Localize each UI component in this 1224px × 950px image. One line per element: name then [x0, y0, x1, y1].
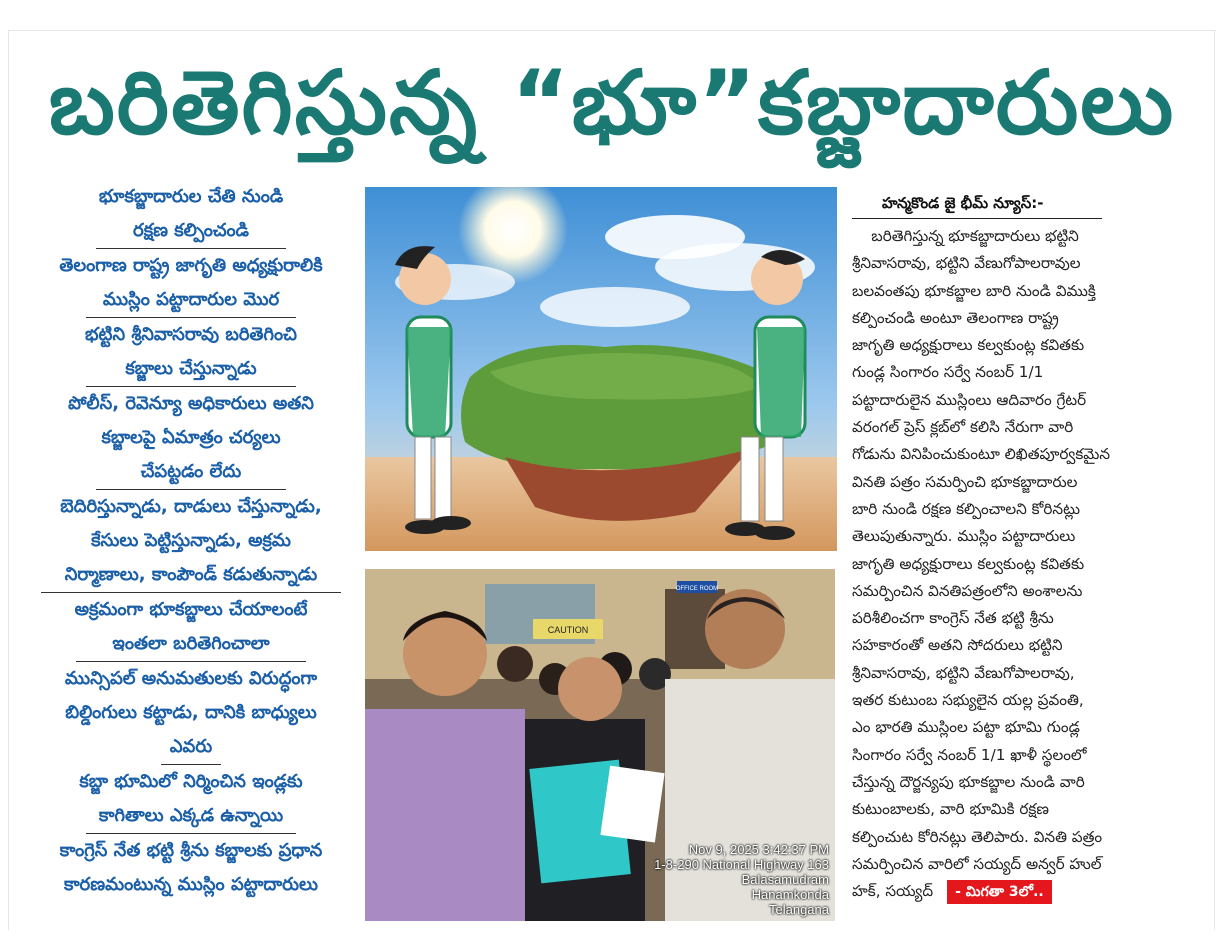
byline-divider	[852, 218, 1102, 219]
article-last-text: హక్, సయ్యద్	[852, 882, 934, 901]
article-line: బరితెగిస్తున్న భూకబ్జాదారులు భట్టిని	[852, 227, 1079, 245]
article-line: శ్రీనివాసరావు, భట్టిని వేణుగోపాలరావుల	[852, 254, 1081, 273]
highlight-item	[32, 249, 350, 317]
highlight-line: పోలీస్, రెవెన్యూ అధికారులు అతని	[68, 393, 314, 414]
highlight-line: అక్రమంగా భూకబ్జాలు చేయాలంటే	[74, 599, 308, 620]
article-line: గోడును వినిపించుకుంటూ లిఖితపూర్వకమైన	[852, 445, 1111, 464]
highlight-item	[32, 387, 350, 489]
highlight-line: మున్సిపల్ అనుమతులకు విరుద్ధంగా	[64, 668, 318, 689]
article-line	[852, 878, 1202, 905]
article-line: సహకారంతో అతని సోదరులు భట్టిని	[852, 636, 1063, 655]
photo-stamp-line: Nov 9, 2025 3:42:37 PM	[688, 842, 829, 857]
headline: బరితెగిస్తున్న “భూ”కబ్జాదారులు	[48, 51, 1176, 154]
highlight-item	[32, 490, 350, 592]
photo-timestamp	[654, 842, 829, 917]
photo-stamp-line: 1-8-290 National Highway 163	[654, 857, 829, 872]
highlight-line: కబ్జాలపై ఏమాత్రం చర్యలు	[101, 427, 281, 448]
highlight-line: రక్షణ కల్పించండి	[133, 220, 249, 241]
photo-stamp-line: Hanamkonda	[751, 887, 829, 902]
highlight-line: తెలంగాణ రాష్ట్ర జాగృతి అధ్యక్షురాలికి	[59, 255, 323, 276]
highlight-line: కబ్జాలు చేస్తున్నాడు	[125, 358, 257, 379]
highlight-line: భట్టిని శ్రీనివాసరావు బరితెగించి	[85, 324, 297, 345]
article-line: గుండ్ల సింగారం సర్వే నంబర్ 1/1	[852, 363, 1044, 382]
cartoon-illustration	[365, 187, 837, 551]
article-body	[852, 223, 1202, 905]
highlight-line: ఎవరు	[169, 736, 213, 757]
highlight-item	[32, 834, 350, 902]
highlight-line: ఇంతలా బరితెగించాలా	[112, 633, 270, 654]
article-line: ఇతర కుటుంబ సభ్యులైన యల్ల ప్రవంతి,	[852, 691, 1084, 710]
article-line: పరిశీలించగా కాంగ్రెస్ నేత భట్టి శ్రీను	[852, 609, 1054, 628]
highlight-item	[32, 318, 350, 386]
highlight-item	[32, 593, 350, 661]
news-photo	[365, 569, 835, 921]
article-line: శ్రీనివాసరావు, భట్టిని వేణుగోపాలరావు,	[852, 663, 1075, 682]
highlight-line: నిర్మాణాలు, కాంపౌండ్ కడుతున్నాడు	[64, 564, 318, 585]
highlight-line: కారణమంటున్న ముస్లిం పట్టాదారులు	[63, 874, 319, 895]
page-border-top	[8, 30, 1216, 31]
article-line: బలవంతపు భూకబ్జాల బారి నుండి విముక్తి	[852, 281, 1096, 300]
highlight-item	[32, 180, 350, 248]
article-line: ఎం భారతి ముస్లింల పట్టా భూమి గుండ్ల	[852, 718, 1080, 737]
article-line: బారి నుండి రక్షణ కల్పించాలని కోరినట్లు	[852, 499, 1081, 518]
article-line: పట్టాదారులైన ముస్లింలు ఆదివారం గ్రేటర్	[852, 390, 1087, 409]
article-line: కల్పించుట కోరినట్లు తెలిపారు. వినతి పత్రం	[852, 827, 1103, 846]
office-sign-text: OFFICE ROOM	[675, 586, 719, 592]
article-line: చేస్తున్న దౌర్జన్యపు భూకబ్జాల నుండి వారి	[852, 772, 1085, 791]
highlight-line: కబ్జా భూమిలో నిర్మించిన ఇండ్లకు	[79, 771, 303, 792]
highlight-item	[32, 765, 350, 833]
highlight-line: చేపట్టడం లేదు	[140, 461, 242, 482]
highlights-column	[32, 180, 350, 902]
highlight-item	[32, 662, 350, 764]
photo-stamp-line: Telangana	[769, 902, 829, 917]
highlight-line: కాగితాలు ఎక్కడ ఉన్నాయి	[98, 805, 284, 826]
article-line: కల్పించండి అంటూ తెలంగాణ రాష్ట్ర	[852, 308, 1059, 327]
article-line: కుటుంబాలకు, వారి భూమికి రక్షణ	[852, 800, 1049, 819]
byline: హన్మకొండ జై భీమ్ న్యూస్:-	[882, 194, 1044, 212]
highlight-line: భూకబ్జాదారుల చేతి నుండి	[98, 186, 284, 207]
article-line: జాగృతి అధ్యక్షురాలు కల్వకుంట్ల కవితకు	[852, 554, 1085, 573]
highlight-line: బెదిరిస్తున్నాడు, దాడులు చేస్తున్నాడు,	[60, 496, 322, 517]
highlight-line: బిల్డింగులు కట్టాడు, దానికి బాధ్యులు	[65, 702, 317, 723]
continued-badge[interactable]: - మిగతా 3లో..	[947, 880, 1052, 904]
highlight-line: కాంగ్రెస్ నేత భట్టి శ్రీను కబ్జాలకు ప్రధాన	[59, 840, 323, 861]
article-line: సింగారం సర్వే నంబర్ 1/1 ఖాళీ స్థలంలో	[852, 745, 1087, 764]
article-line: వినతి పత్రం సమర్పించి భూకబ్జాదారుల	[852, 472, 1078, 491]
highlight-line: కేసులు పెట్టిస్తున్నాడు, అక్రమ	[91, 530, 291, 551]
highlight-line: ముస్లిం పట్టాదారుల మొర	[102, 289, 280, 310]
article-line: వరంగల్ ప్రెస్ క్లబ్‌లో కలిసి నేరుగా వారి	[852, 418, 1074, 437]
cartoon-svg	[365, 187, 837, 551]
article-column	[852, 190, 1202, 905]
caution-sign-text: CAUTION	[547, 625, 589, 635]
article-line: జాగృతి అధ్యక్షురాలు కల్వకుంట్ల కవితకు	[852, 336, 1085, 355]
article-line: సమర్పించిన వారిలో సయ్యద్ అన్వర్ హుల్	[852, 854, 1102, 873]
article-line: సమర్పించిన వినతిపత్రంలోని అంశాలను	[852, 581, 1083, 600]
article-line: తెలుపుతున్నారు. ముస్లిం పట్టాదారులు	[852, 527, 1076, 546]
photo-stamp-line: Balasamudram	[741, 872, 829, 887]
